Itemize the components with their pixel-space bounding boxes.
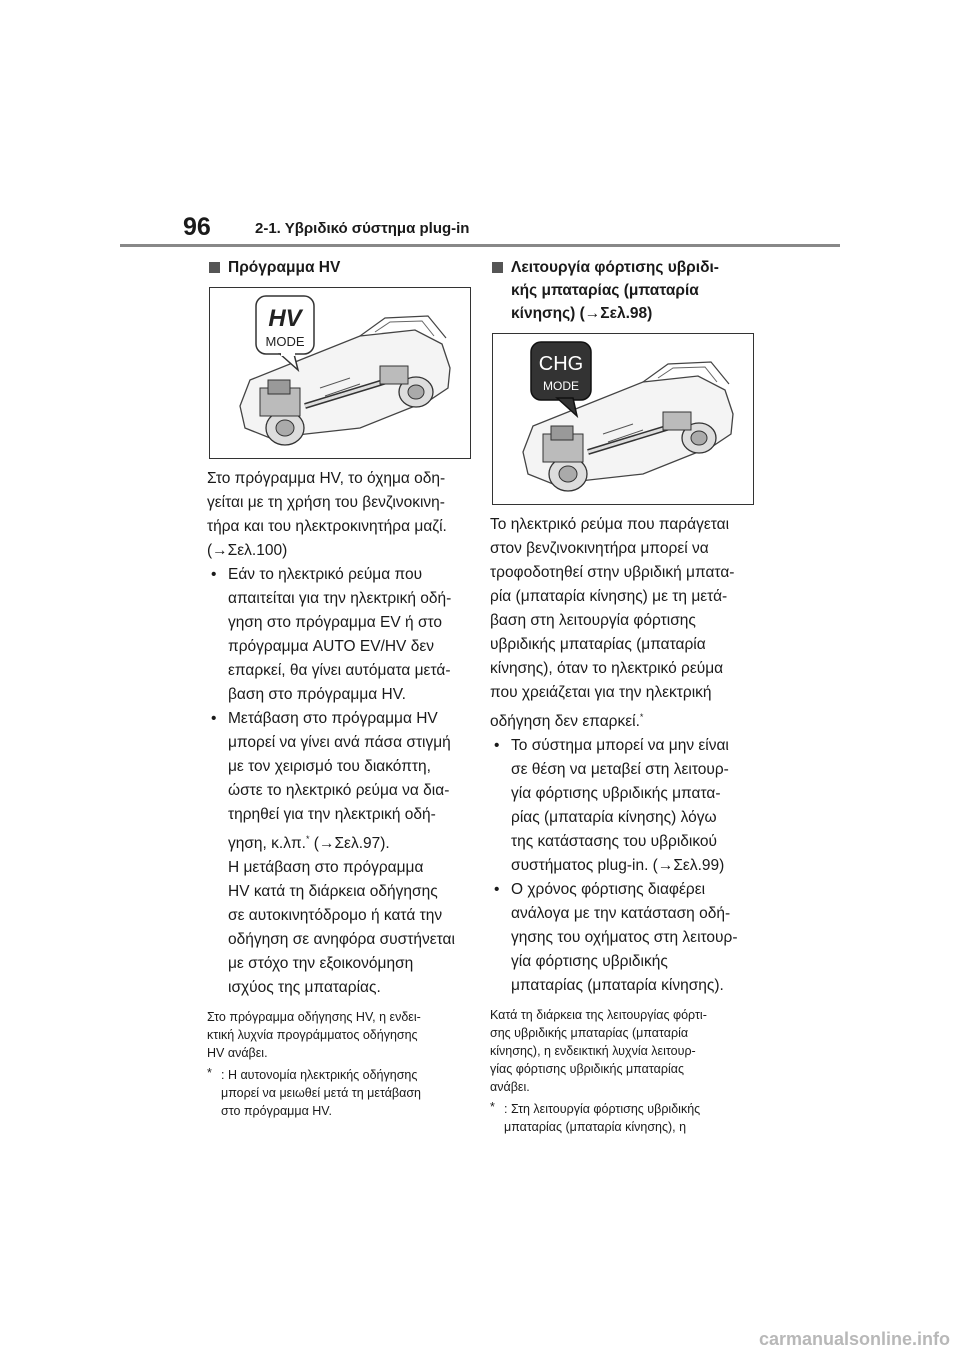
- text-line: Κατά τη διάρκεια της λειτουργίας φόρτι-: [490, 1008, 707, 1023]
- text-line: σε θέση να μεταβεί στη λειτουρ-: [511, 761, 729, 779]
- text-line: Στο πρόγραμμα HV, το όχημα οδη-: [207, 470, 446, 487]
- page-reference: (→Σελ.97).: [309, 835, 390, 853]
- text-line: μπαταρίας (μπαταρία κίνησης), η: [504, 1120, 687, 1135]
- header-rule: [120, 244, 840, 247]
- bullet-icon: •: [494, 737, 500, 755]
- text-line: της κατάστασης του υβριδικού: [511, 833, 717, 851]
- page-reference: (→Σελ.100): [207, 542, 288, 559]
- text-line: HV κατά τη διάρκεια οδήγησης: [228, 883, 438, 901]
- text-line: μπορεί να μειωθεί μετά τη μετάβαση: [221, 1086, 422, 1101]
- text-line: Στο πρόγραμμα οδήγησης HV, η ενδει-: [207, 1010, 421, 1025]
- hv-mode-figure: [209, 287, 471, 459]
- section-title-charge: [490, 256, 752, 325]
- bullet-icon: •: [494, 881, 500, 899]
- hv-intro-paragraph: [207, 467, 469, 563]
- text-line: Το ηλεκτρικό ρεύμα που παράγεται: [490, 516, 730, 533]
- text-fragment: γηση, κ.λπ.: [228, 835, 306, 853]
- text-line: γία φόρτισης υβριδικής μπατα-: [511, 785, 721, 803]
- text-line: με τον χειρισμό του διακόπτη,: [228, 758, 431, 775]
- chg-mode-icon-subtext: MODE: [543, 379, 579, 393]
- section-title-text: Πρόγραμμα HV: [228, 259, 341, 276]
- text-line: ισχύος της μπαταρίας.: [228, 979, 381, 997]
- text-line: Εάν το ηλεκτρικό ρεύμα που: [228, 566, 423, 583]
- chg-mode-icon-text: CHG: [538, 353, 584, 375]
- text-line: βαση στο πρόγραμμα HV.: [228, 686, 406, 703]
- hv-footnote: [207, 1066, 469, 1120]
- text-line: Λειτουργία φόρτισης υβριδι-: [511, 259, 719, 276]
- watermark: carmanualsonline.info: [758, 1329, 950, 1349]
- text-line: οδήγηση σε ανηφόρα συστήνεται: [228, 931, 455, 949]
- text-line: Το σύστημα μπορεί να μην είναι: [511, 737, 729, 755]
- footnote-marker: *: [490, 1100, 495, 1115]
- text-line: ανάβει.: [490, 1080, 530, 1095]
- text-line: κτική λυχνία προγράμματος οδήγησης: [207, 1028, 418, 1043]
- text-line: επαρκεί, θα γίνει αυτόματα μετά-: [228, 662, 451, 679]
- section-title-hv: [207, 256, 469, 279]
- footnote-marker: *: [639, 712, 644, 722]
- text-line: γείται με τη χρήση του βενζινοκινη-: [207, 494, 445, 511]
- text-line: Ο χρόνος φόρτισης διαφέρει: [511, 881, 706, 899]
- text-line: τηρηθεί για την ηλεκτρική οδή-: [228, 806, 436, 823]
- list-item: [490, 734, 752, 878]
- text-line: [228, 827, 469, 856]
- text-line: ρίας (μπαταρία κίνησης) λόγω: [511, 809, 717, 827]
- text-line: σε αυτοκινητόδρομο ή κατά την: [228, 907, 443, 925]
- text-line: υβριδικής μπαταρίας (μπαταρία: [490, 636, 706, 653]
- bullet-icon: •: [211, 566, 217, 583]
- text-line: κίνησης), όταν το ηλεκτρικό ρεύμα: [490, 660, 724, 677]
- text-line: [490, 705, 752, 734]
- text-line: στον βενζινοκινητήρα μπορεί να: [490, 540, 709, 557]
- text-line: βαση στη λειτουργία φόρτισης: [490, 612, 696, 629]
- text-line: ώστε το ηλεκτρικό ρεύμα να δια-: [228, 782, 450, 799]
- text-line: συστήματος plug-in. (→Σελ.99): [511, 857, 725, 875]
- hv-mode-icon-subtext: MODE: [265, 334, 305, 349]
- footnote-marker: *: [305, 834, 310, 844]
- footnote-marker: *: [207, 1066, 212, 1081]
- text-line: γία φόρτισης υβριδικής: [511, 953, 668, 971]
- text-line: τήρα και του ηλεκτροκινητήρα μαζί.: [207, 518, 447, 535]
- car-cutaway-illustration: [210, 288, 470, 458]
- bullet-icon: •: [211, 710, 217, 727]
- text-line: κίνησης), η ενδεικτική λυχνία λειτουρ-: [490, 1044, 696, 1059]
- left-column: [207, 256, 469, 1120]
- text-line: μπαταρίας (μπαταρία κίνησης).: [511, 977, 724, 995]
- running-header: 2-1. Υβριδικό σύστημα plug-in: [255, 220, 470, 237]
- list-item: [490, 878, 752, 998]
- right-column: [490, 256, 752, 1136]
- car-cutaway-illustration: [493, 334, 753, 504]
- text-line: κής μπαταρίας (μπαταρία: [511, 282, 699, 299]
- text-line: κίνησης) (→Σελ.98): [511, 305, 653, 322]
- text-fragment: οδήγηση δεν επαρκεί.: [490, 713, 640, 731]
- text-line: πρόγραμμα AUTO EV/HV δεν: [228, 638, 434, 655]
- text-line: τροφοδοτηθεί στην υβριδική μπατα-: [490, 564, 735, 581]
- text-line: γηση στο πρόγραμμα EV ή στο: [228, 614, 443, 631]
- chg-footnote: [490, 1100, 752, 1136]
- text-line: ανάλογα με την κατάσταση οδή-: [511, 905, 731, 923]
- list-item: [207, 707, 469, 1000]
- text-line: ρία (μπαταρία κίνησης) με τη μετά-: [490, 588, 728, 605]
- text-line: που χρειάζεται για την ηλεκτρική: [490, 684, 712, 701]
- page-number: 96: [183, 213, 211, 241]
- chg-bullet-list: [490, 734, 752, 998]
- text-line: απαιτείται για την ηλεκτρική οδή-: [228, 590, 452, 607]
- text-line: γίας φόρτισης υβριδικής μπαταρίας: [490, 1062, 684, 1077]
- hv-mode-icon-text: HV: [268, 305, 302, 332]
- text-line: : Η αυτονομία ηλεκτρικής οδήγησης: [221, 1068, 418, 1083]
- text-line: Μετάβαση στο πρόγραμμα HV: [228, 710, 438, 727]
- section-title-text: [511, 256, 719, 325]
- chg-intro-paragraph: [490, 513, 752, 734]
- list-item: [207, 563, 469, 707]
- hv-bullet-list: [207, 563, 469, 1000]
- text-line: μπορεί να γίνει ανά πάσα στιγμή: [228, 734, 451, 751]
- text-line: στο πρόγραμμα HV.: [221, 1104, 332, 1119]
- text-line: : Στη λειτουργία φόρτισης υβριδικής: [504, 1102, 701, 1117]
- square-bullet-icon: [209, 262, 220, 273]
- text-line: Η μετάβαση στο πρόγραμμα: [228, 859, 424, 877]
- hv-note: [207, 1008, 469, 1062]
- text-line: HV ανάβει.: [207, 1046, 268, 1061]
- chg-mode-figure: [492, 333, 754, 505]
- text-line: με στόχο την εξοικονόμηση: [228, 955, 414, 973]
- text-line: σης υβριδικής μπαταρίας (μπαταρία: [490, 1026, 689, 1041]
- square-bullet-icon: [492, 262, 503, 273]
- chg-note: [490, 1006, 752, 1096]
- text-line: γησης του οχήματος στη λειτουρ-: [511, 929, 738, 947]
